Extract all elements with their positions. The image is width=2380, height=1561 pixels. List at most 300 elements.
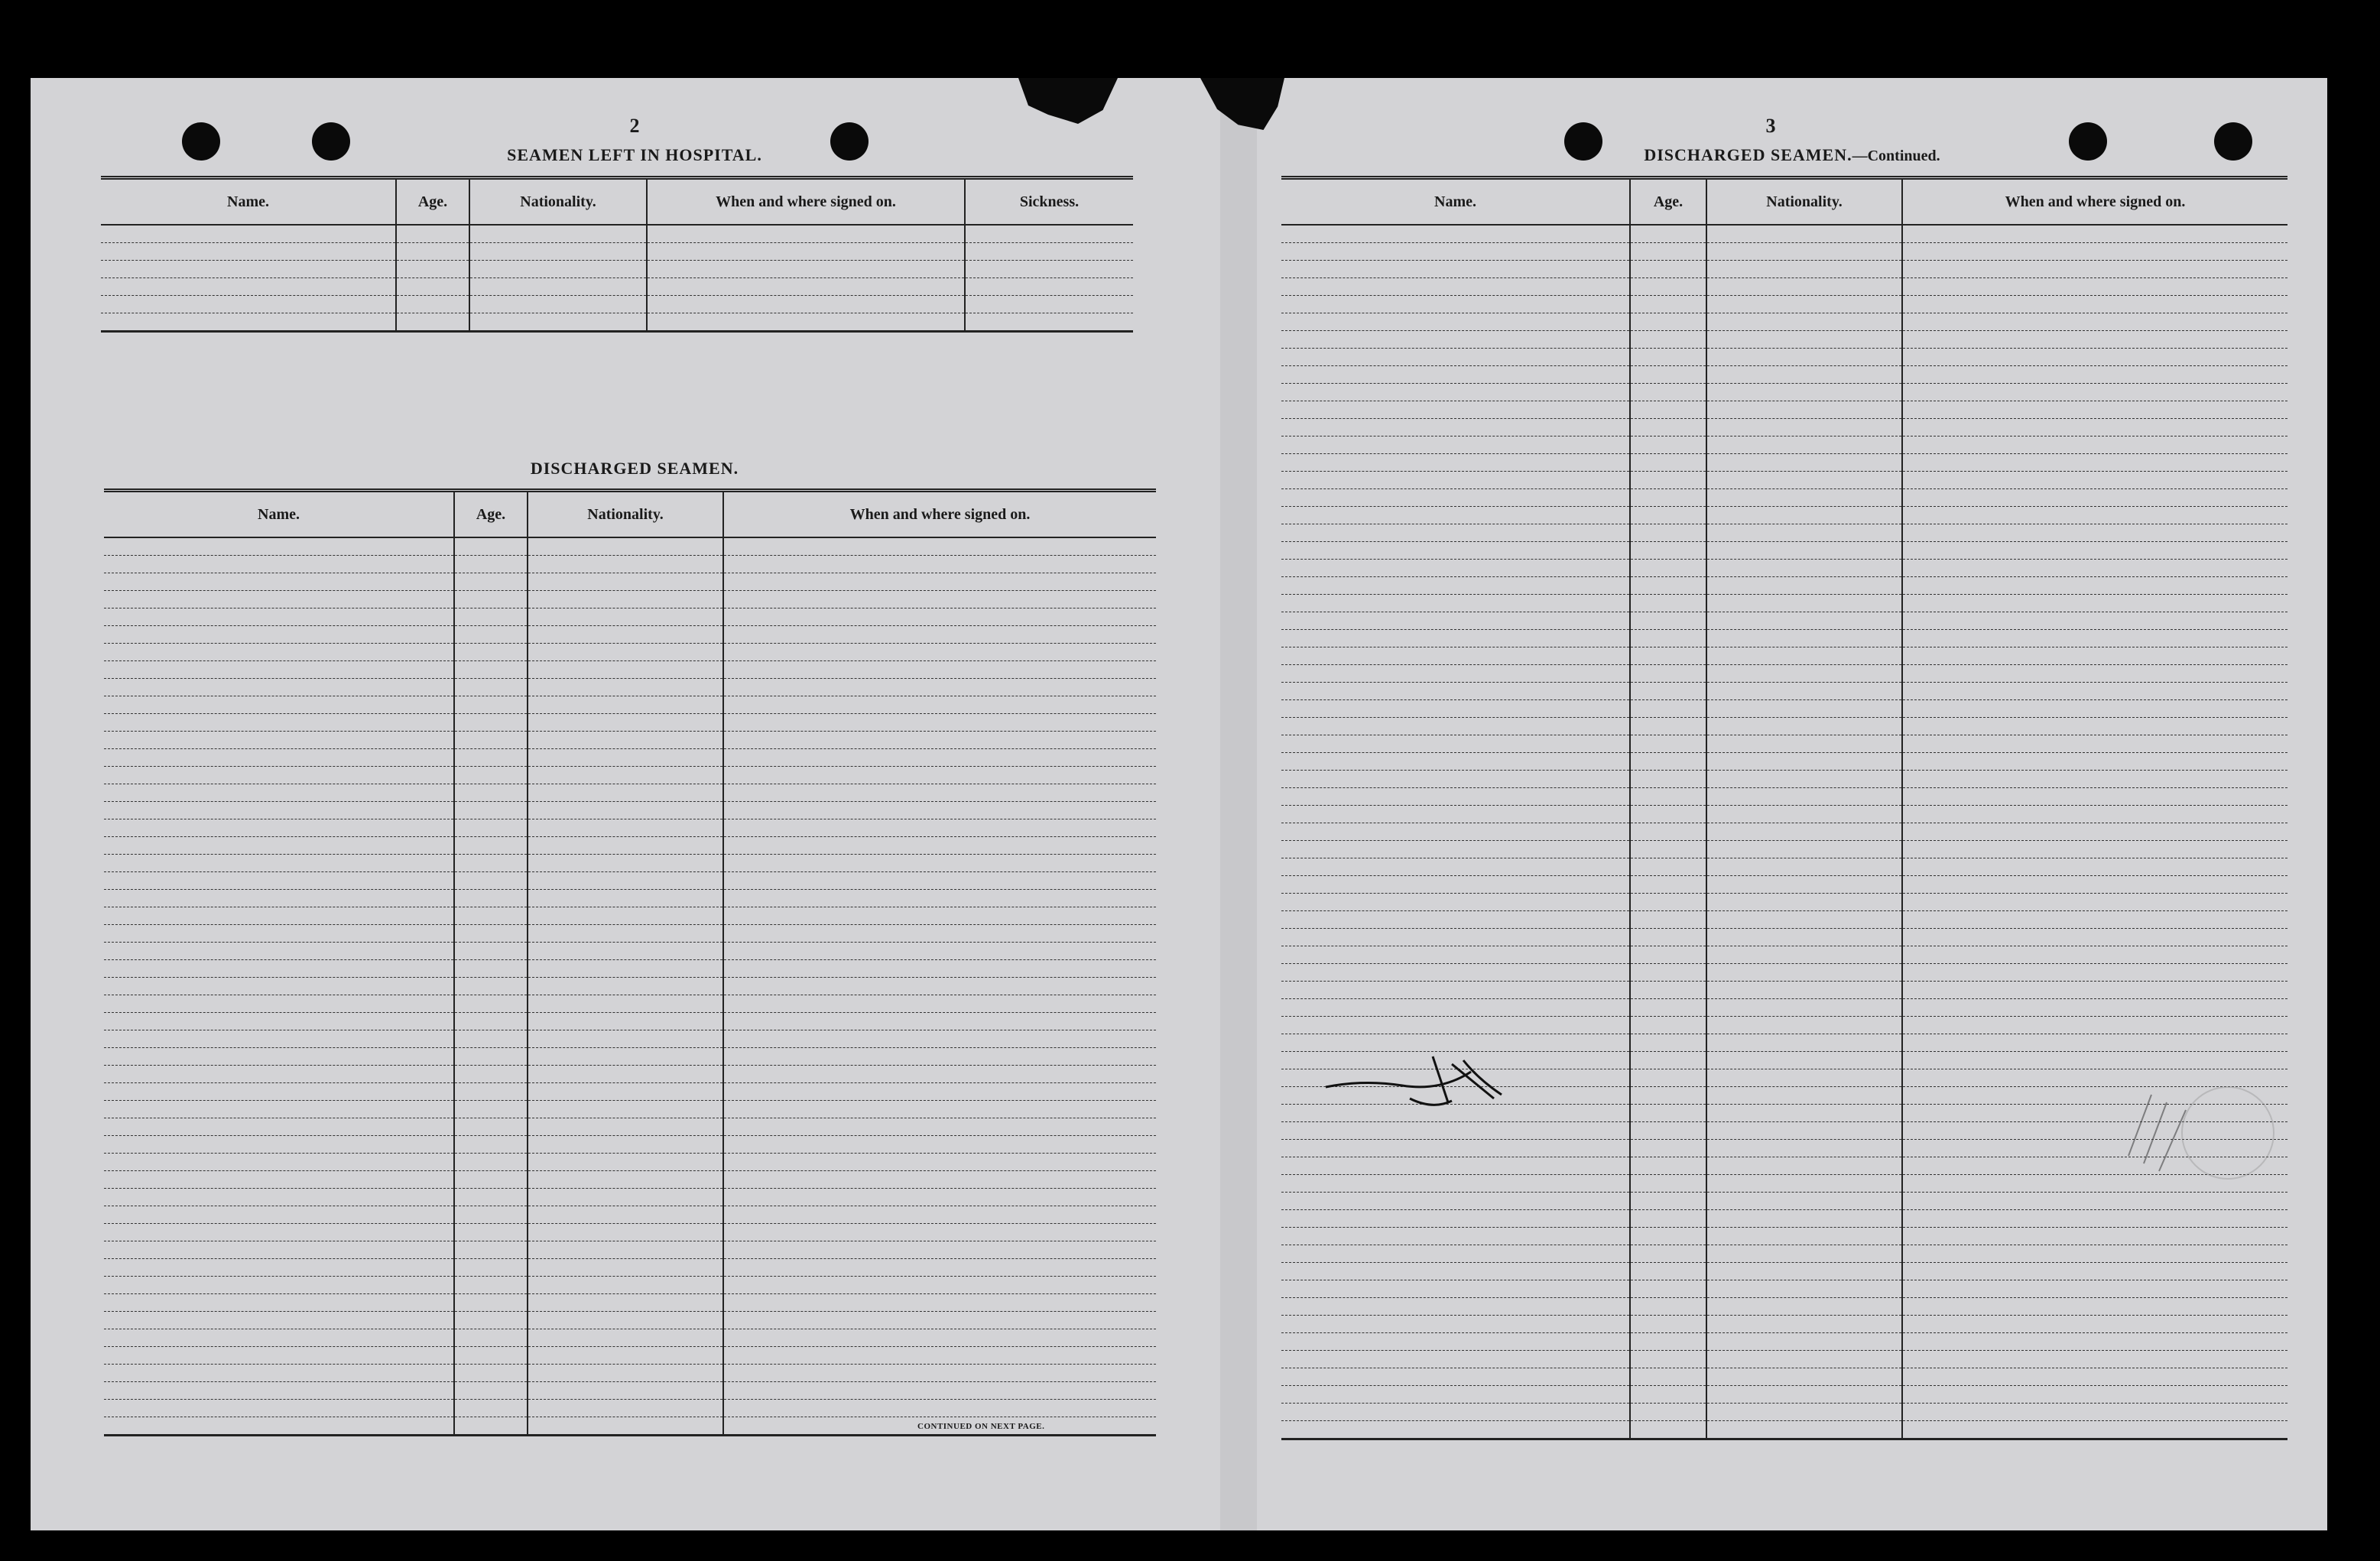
table-cell: [104, 1013, 454, 1030]
right-page: [1257, 78, 2327, 1530]
table-cell: [1281, 647, 1630, 665]
table-cell: [454, 732, 528, 749]
table-cell: [528, 802, 723, 819]
table-cell: [723, 767, 1156, 784]
table-cell: [1902, 823, 2287, 841]
table-cell: [1630, 1228, 1706, 1245]
table-row: [1281, 929, 2287, 946]
table-cell: [1630, 331, 1706, 349]
table-cell: [1706, 384, 1902, 401]
punch-hole: [182, 122, 220, 161]
table-cell: [528, 907, 723, 925]
table-row: [1281, 999, 2287, 1017]
table-cell: [723, 608, 1156, 626]
table-cell: [1902, 771, 2287, 788]
table-cell: [723, 573, 1156, 591]
table-cell: [723, 1136, 1156, 1154]
table-row: [104, 537, 1156, 556]
table-cell: [528, 784, 723, 802]
table-cell: [1630, 524, 1706, 542]
table-row: [104, 1030, 1156, 1048]
table-cell: [104, 1224, 454, 1241]
table-cell: [1630, 296, 1706, 313]
table-cell: [1902, 894, 2287, 911]
table-cell: [1281, 419, 1630, 436]
table-cell: [1281, 1386, 1630, 1404]
table-row: [104, 890, 1156, 907]
table-cell: [1706, 331, 1902, 349]
table-cell: [104, 925, 454, 943]
table-cell: [104, 767, 454, 784]
table-cell: [1630, 1193, 1706, 1210]
table-cell: [1706, 1263, 1902, 1280]
table-cell: [528, 556, 723, 573]
page-gutter: [1220, 78, 1257, 1530]
table-cell: [1630, 700, 1706, 718]
table-cell: [1630, 1210, 1706, 1228]
table-cell: [1706, 366, 1902, 384]
table-cell: [1630, 1333, 1706, 1351]
table-cell: [454, 1030, 528, 1048]
table-cell: [1281, 665, 1630, 683]
table-cell: [1630, 1368, 1706, 1386]
table-cell: [1281, 999, 1630, 1017]
table-cell: [1706, 1052, 1902, 1069]
table-row: [1281, 753, 2287, 771]
table-row: [104, 784, 1156, 802]
table-cell: [1706, 964, 1902, 982]
table-row: [104, 855, 1156, 872]
table-cell: [723, 1066, 1156, 1083]
table-cell: [1281, 1298, 1630, 1316]
table-cell: [1706, 1421, 1902, 1439]
table-row: [104, 907, 1156, 925]
table-cell: [1706, 735, 1902, 753]
table-cell: [528, 661, 723, 679]
table-row: [1281, 630, 2287, 647]
punch-hole: [830, 122, 869, 161]
table-cell: [1902, 331, 2287, 349]
table-cell: [1706, 542, 1902, 560]
table-row: [1281, 366, 2287, 384]
table-cell: [1281, 577, 1630, 595]
table-cell: [104, 890, 454, 907]
discharged-section-title: DISCHARGED SEAMEN.: [530, 459, 739, 478]
column-header-sickness: Sickness.: [965, 178, 1133, 226]
table-cell: [1706, 858, 1902, 876]
table-cell: [723, 1030, 1156, 1048]
table-cell: [1281, 946, 1630, 964]
table-cell: [723, 837, 1156, 855]
table-cell: [454, 1154, 528, 1171]
column-header-signed-on: When and where signed on.: [723, 491, 1156, 538]
table-cell: [1902, 1421, 2287, 1439]
table-row: [1281, 911, 2287, 929]
table-cell: [1630, 401, 1706, 419]
table-cell: [1281, 964, 1630, 982]
table-cell: [528, 1136, 723, 1154]
table-cell: [1902, 1404, 2287, 1421]
table-row: [1281, 454, 2287, 472]
table-cell: [1902, 366, 2287, 384]
faint-stamp-mark: [2113, 1049, 2281, 1202]
table-cell: [1706, 788, 1902, 806]
table-cell: [1902, 384, 2287, 401]
table-cell: [1902, 999, 2287, 1017]
table-cell: [454, 1241, 528, 1259]
table-cell: [723, 626, 1156, 644]
table-row: [104, 714, 1156, 732]
table-cell: [1281, 1210, 1630, 1228]
table-cell: [1281, 1122, 1630, 1140]
table-cell: [1281, 261, 1630, 278]
table-cell: [1706, 296, 1902, 313]
table-cell: [454, 1329, 528, 1347]
table-cell: [723, 1241, 1156, 1259]
table-cell: [723, 1294, 1156, 1312]
table-cell: [1281, 823, 1630, 841]
table-row: [1281, 278, 2287, 296]
table-row: [104, 644, 1156, 661]
table-cell: [1630, 489, 1706, 507]
table-cell: [1281, 858, 1630, 876]
table-cell: [454, 626, 528, 644]
table-cell: [528, 1382, 723, 1400]
table-row: [101, 278, 1133, 296]
table-cell: [1630, 630, 1706, 647]
table-cell: [104, 591, 454, 608]
table-row: [1281, 858, 2287, 876]
table-cell: [104, 1136, 454, 1154]
table-cell: [1902, 700, 2287, 718]
table-cell: [1281, 331, 1630, 349]
table-cell: [723, 960, 1156, 978]
table-cell: [528, 608, 723, 626]
table-cell: [1902, 1017, 2287, 1034]
table-cell: [104, 1118, 454, 1136]
table-row: [104, 1101, 1156, 1118]
page-number: 3: [1765, 115, 1776, 137]
column-header-age: Age.: [454, 491, 528, 538]
table-cell: [454, 1224, 528, 1241]
table-cell: [1630, 454, 1706, 472]
table-cell: [1706, 1316, 1902, 1333]
table-cell: [454, 556, 528, 573]
table-cell: [1706, 1351, 1902, 1368]
table-cell: [1706, 929, 1902, 946]
table-cell: [104, 819, 454, 837]
table-row: [104, 978, 1156, 995]
table-cell: [1706, 577, 1902, 595]
table-cell: [528, 1277, 723, 1294]
table-cell: [1902, 225, 2287, 243]
table-cell: [528, 1347, 723, 1365]
column-header-name: Name.: [1281, 178, 1630, 226]
punch-hole: [2069, 122, 2107, 161]
table-cell: [454, 960, 528, 978]
table-cell: [723, 1013, 1156, 1030]
table-cell: [1630, 771, 1706, 788]
column-header-nationality: Nationality.: [528, 491, 723, 538]
table-cell: [1630, 964, 1706, 982]
table-cell: [104, 1347, 454, 1365]
table-cell: [104, 802, 454, 819]
table-row: [1281, 313, 2287, 331]
table-row: [1281, 261, 2287, 278]
table-cell: [1706, 1069, 1902, 1087]
table-cell: [1706, 999, 1902, 1017]
table-cell: [1706, 771, 1902, 788]
table-row: [1281, 1210, 2287, 1228]
table-cell: [1630, 384, 1706, 401]
table-cell: [1902, 472, 2287, 489]
table-cell: [528, 855, 723, 872]
table-cell: [1281, 1368, 1630, 1386]
table-row: [101, 225, 1133, 243]
table-row: [1281, 665, 2287, 683]
table-cell: [1902, 1228, 2287, 1245]
table-cell: [104, 644, 454, 661]
table-row: [104, 732, 1156, 749]
table-cell: [1902, 1368, 2287, 1386]
table-cell: [104, 1277, 454, 1294]
table-cell: [1706, 1105, 1902, 1122]
table-cell: [1630, 419, 1706, 436]
table-cell: [1281, 718, 1630, 735]
table-cell: [454, 1347, 528, 1365]
table-cell: [1706, 841, 1902, 858]
table-row: [1281, 612, 2287, 630]
table-cell: [1902, 313, 2287, 331]
table-cell: [1630, 1386, 1706, 1404]
table-row: [1281, 1386, 2287, 1404]
table-cell: [1630, 1069, 1706, 1087]
table-cell: [528, 1083, 723, 1101]
table-cell: [528, 1206, 723, 1224]
table-cell: [528, 995, 723, 1013]
table-cell: [528, 978, 723, 995]
table-cell: [1630, 982, 1706, 999]
table-cell: [528, 872, 723, 890]
table-cell: [1630, 560, 1706, 577]
table-cell: [454, 907, 528, 925]
table-cell: [454, 537, 528, 556]
table-cell: [1902, 1386, 2287, 1404]
table-cell: [1706, 982, 1902, 999]
table-cell: [528, 1224, 723, 1241]
page-number: 2: [629, 115, 640, 137]
table-cell: [454, 784, 528, 802]
table-cell: [723, 855, 1156, 872]
table-cell: [1281, 507, 1630, 524]
table-cell: [528, 925, 723, 943]
table-cell: [1902, 243, 2287, 261]
table-row: [104, 767, 1156, 784]
table-cell: [104, 1066, 454, 1083]
discharged-continued-title: [1563, 145, 2021, 165]
table-cell: [1281, 1351, 1630, 1368]
table-cell: [1281, 630, 1630, 647]
table-cell: [1706, 665, 1902, 683]
table-cell: [1630, 858, 1706, 876]
table-cell: [1902, 612, 2287, 630]
table-cell: [1706, 1017, 1902, 1034]
table-cell: [1281, 982, 1630, 999]
table-row: [101, 296, 1133, 313]
table-cell: [1902, 806, 2287, 823]
table-cell: [1902, 1210, 2287, 1228]
table-row: [1281, 331, 2287, 349]
table-cell: [528, 1066, 723, 1083]
table-row: [104, 556, 1156, 573]
table-cell: [723, 696, 1156, 714]
table-cell: [1630, 1404, 1706, 1421]
table-cell: [528, 1241, 723, 1259]
table-cell: [723, 802, 1156, 819]
continued-note: CONTINUED ON NEXT PAGE.: [917, 1422, 1045, 1431]
table-cell: [723, 1206, 1156, 1224]
table-cell: [1706, 278, 1902, 296]
table-cell: [1902, 946, 2287, 964]
table-row: [104, 837, 1156, 855]
table-cell: [104, 626, 454, 644]
table-row: [104, 943, 1156, 960]
table-cell: [1281, 1157, 1630, 1175]
table-cell: [1902, 542, 2287, 560]
table-row: [104, 960, 1156, 978]
table-cell: [723, 679, 1156, 696]
table-cell: [454, 1136, 528, 1154]
table-cell: [528, 1154, 723, 1171]
table-cell: [1281, 1316, 1630, 1333]
table-row: [1281, 823, 2287, 841]
table-cell: [104, 1417, 454, 1436]
table-cell: [1630, 278, 1706, 296]
table-cell: [1281, 542, 1630, 560]
table-cell: [1281, 384, 1630, 401]
table-cell: [454, 1171, 528, 1189]
table-row: [1281, 419, 2287, 436]
table-cell: [104, 1259, 454, 1277]
table-cell: [528, 1189, 723, 1206]
table-cell: [528, 714, 723, 732]
table-cell: [1630, 1105, 1706, 1122]
table-row: [1281, 683, 2287, 700]
table-cell: [1281, 894, 1630, 911]
table-cell: [723, 872, 1156, 890]
table-cell: [454, 1365, 528, 1382]
table-row: [104, 872, 1156, 890]
table-row: [104, 1382, 1156, 1400]
table-cell: [1706, 1210, 1902, 1228]
table-cell: [1281, 436, 1630, 454]
table-row: [1281, 472, 2287, 489]
table-row: [1281, 1245, 2287, 1263]
table-cell: [1281, 349, 1630, 366]
table-cell: [1630, 1351, 1706, 1368]
table-cell: [1630, 647, 1706, 665]
table-cell: [454, 749, 528, 767]
column-header-nationality: Nationality.: [469, 178, 647, 226]
table-cell: [1902, 630, 2287, 647]
table-cell: [723, 749, 1156, 767]
table-cell: [528, 1400, 723, 1417]
table-cell: [1281, 753, 1630, 771]
table-cell: [1630, 1298, 1706, 1316]
table-row: [104, 1083, 1156, 1101]
table-cell: [1706, 647, 1902, 665]
table-cell: [104, 573, 454, 591]
table-cell: [1630, 313, 1706, 331]
table-row: [1281, 946, 2287, 964]
table-cell: [723, 1154, 1156, 1171]
table-cell: [1902, 278, 2287, 296]
table-cell: [1706, 1034, 1902, 1052]
table-cell: [1630, 225, 1706, 243]
table-cell: [1281, 911, 1630, 929]
table-row: [1281, 507, 2287, 524]
table-cell: [1630, 753, 1706, 771]
table-cell: [1281, 771, 1630, 788]
table-cell: [1706, 507, 1902, 524]
table-cell: [528, 1417, 723, 1436]
table-cell: [528, 1312, 723, 1329]
table-cell: [723, 644, 1156, 661]
table-cell: [528, 1294, 723, 1312]
table-cell: [528, 837, 723, 855]
table-cell: [1281, 296, 1630, 313]
torn-edge: [1018, 78, 1118, 124]
table-cell: [723, 819, 1156, 837]
left-page: [31, 78, 1220, 1530]
table-row: [104, 626, 1156, 644]
table-cell: [454, 1382, 528, 1400]
table-cell: [1902, 296, 2287, 313]
table-cell: [1281, 1193, 1630, 1210]
table-cell: [104, 1154, 454, 1171]
table-cell: [1706, 946, 1902, 964]
table-cell: [1706, 894, 1902, 911]
table-cell: [454, 1066, 528, 1083]
table-cell: [1706, 1298, 1902, 1316]
table-cell: [1706, 1175, 1902, 1193]
discharged-table: [104, 488, 1156, 1436]
table-row: [104, 1118, 1156, 1136]
table-row: [1281, 894, 2287, 911]
table-cell: [1902, 1316, 2287, 1333]
table-cell: [1281, 1245, 1630, 1263]
table-cell: [528, 749, 723, 767]
table-cell: [454, 1277, 528, 1294]
table-cell: [104, 1365, 454, 1382]
table-cell: [1902, 349, 2287, 366]
table-cell: [723, 591, 1156, 608]
table-cell: [454, 679, 528, 696]
table-cell: [1902, 665, 2287, 683]
table-row: [1281, 1263, 2287, 1280]
table-cell: [1630, 788, 1706, 806]
table-cell: [454, 978, 528, 995]
table-cell: [1902, 524, 2287, 542]
table-cell: [454, 573, 528, 591]
table-cell: [1630, 929, 1706, 946]
table-cell: [1281, 700, 1630, 718]
table-cell: [1706, 1157, 1902, 1175]
table-cell: [528, 1118, 723, 1136]
table-cell: [454, 1083, 528, 1101]
table-cell: [1902, 1280, 2287, 1298]
table-cell: [104, 679, 454, 696]
